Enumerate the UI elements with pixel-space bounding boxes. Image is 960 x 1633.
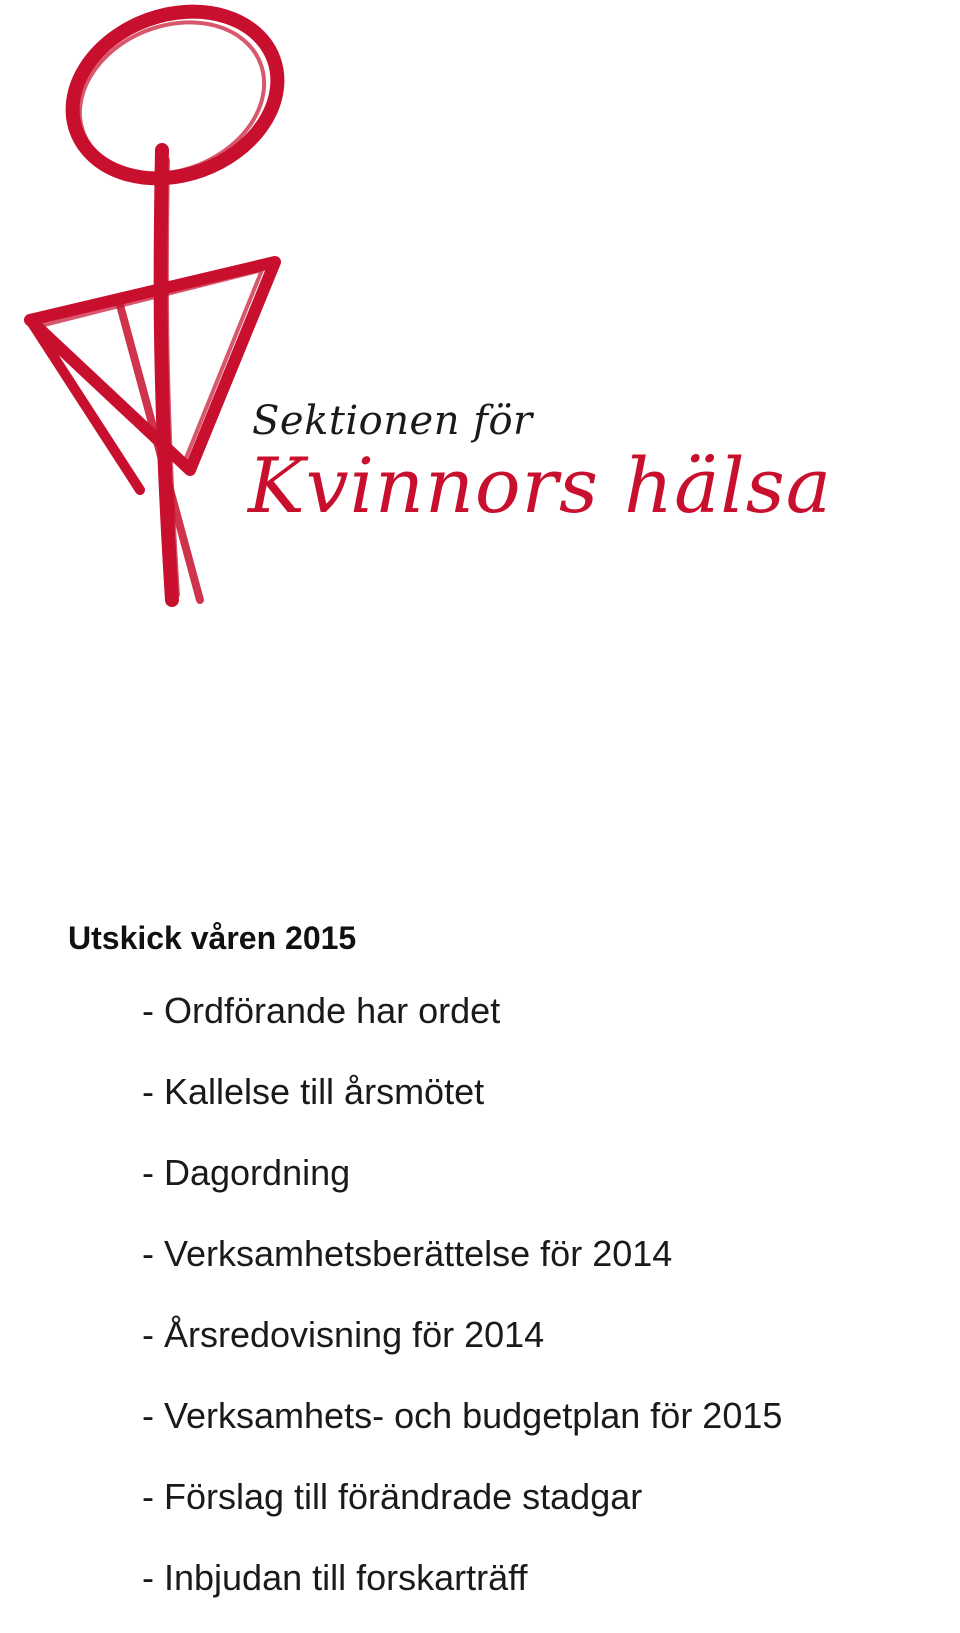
list-item: - Dagordning	[142, 1152, 351, 1193]
logo-subtitle: Sektionen för	[252, 398, 533, 444]
list-item: - Årsredovisning för 2014	[142, 1314, 545, 1355]
list-item: - Förslag till förändrade stadgar	[142, 1476, 643, 1517]
logo	[0, 0, 960, 640]
list-item: - Ordförande har ordet	[142, 990, 501, 1031]
list-item: - Verksamhets- och budgetplan för 2015	[142, 1395, 783, 1436]
contents-list	[142, 985, 782, 1633]
logo-title: Kvinnors hälsa	[248, 441, 833, 530]
list-item: - Kallelse till årsmötet	[142, 1071, 485, 1112]
list-item: - Inbjudan till forskarträff	[142, 1557, 528, 1598]
document-title: Utskick våren 2015	[68, 920, 357, 956]
list-item: - Verksamhetsberättelse för 2014	[142, 1233, 673, 1274]
